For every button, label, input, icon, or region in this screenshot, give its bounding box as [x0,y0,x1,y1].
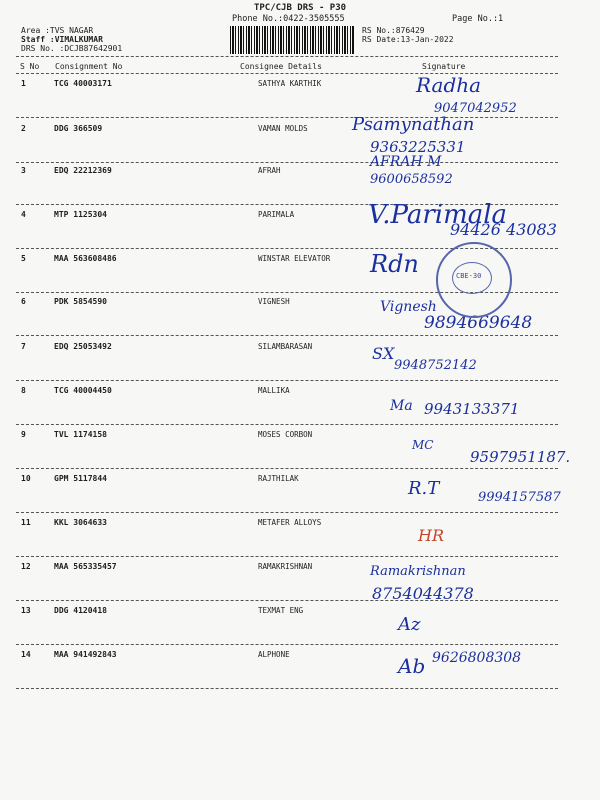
row-consignee-name: PARIMALA [258,210,295,219]
row-consignee-name: SILAMBARASAN [258,342,313,351]
row-consignee-name: RAJTHILAK [258,474,299,483]
row-signature: Az [398,614,421,635]
row-divider [16,644,558,645]
row-consignment-no: MAA 941492843 [54,650,117,659]
row-signature: Rdn [370,250,419,278]
row-consignment-no: DDG 366509 [54,124,103,133]
row-sno: 9 [21,430,26,439]
row-consignee-name: AFRAH [258,166,281,175]
row-signature: Psamynathan [352,114,475,135]
row-signature: R.T [408,478,440,499]
rs-number: RS No.:876429 [362,26,425,35]
row-consignment-no: MTP 1125304 [54,210,107,219]
row-signature: MC [412,438,434,452]
row-sno: 8 [21,386,26,395]
drs-number: DRS No. :DCJB87642901 [21,44,123,53]
row-recipient-phone: 9600658592 [370,172,453,187]
row-sno: 3 [21,166,26,175]
row-consignment-no: KKL 3064633 [54,518,107,527]
header-divider [16,56,558,57]
row-consignment-no: TVL 1174158 [54,430,107,439]
row-consignment-no: EDQ 25053492 [54,342,112,351]
row-sno: 6 [21,297,26,306]
row-signature: V.Parimala [368,200,508,230]
row-divider [16,688,558,689]
row-consignment-no: MAA 563608486 [54,254,117,263]
rs-date: RS Date:13-Jan-2022 [362,35,454,44]
row-signature: AFRAH M [370,154,442,170]
row-consignee-name: MALLIKA [258,386,290,395]
row-divider [16,600,558,601]
row-consignee-name: WINSTAR ELEVATOR [258,254,331,263]
row-sno: 4 [21,210,26,219]
row-sno: 2 [21,124,26,133]
row-recipient-phone: 9943133371 [424,400,520,418]
row-recipient-phone: 94426 43083 [450,220,557,239]
page-number: Page No.:1 [452,14,504,24]
row-sno: 1 [21,79,26,88]
row-signature: Ma [390,398,413,414]
row-signature: SX [372,344,395,363]
row-divider [16,468,558,469]
row-divider [16,424,558,425]
row-consignee-name: SATHYA KARTHIK [258,79,322,88]
col-consignment-header: Consignment No [55,62,123,71]
row-divider [16,335,558,336]
row-sno: 5 [21,254,26,263]
row-consignment-no: TCG 40003171 [54,79,112,88]
row-sno: 12 [21,562,31,571]
row-recipient-phone: 9626808308 [432,650,522,666]
row-recipient-phone: 9894669648 [424,313,533,333]
row-recipient-phone: 9363225331 [370,138,466,156]
row-recipient-phone: 9047042952 [434,101,517,116]
row-sno: 7 [21,342,26,351]
row-sno: 13 [21,606,31,615]
row-signature: Ab [398,654,426,678]
col-consignee-header: Consignee Details [240,62,322,71]
row-consignment-no: EDQ 22212369 [54,166,112,175]
row-recipient-phone: 9994157587 [478,490,561,505]
row-divider [16,556,558,557]
row-signature: Ramakrishnan [370,564,466,579]
row-divider [16,380,558,381]
row-recipient-phone: 9948752142 [394,358,477,373]
barcode [230,26,355,54]
row-sno: 14 [21,650,31,659]
row-signature: HR [418,526,444,545]
row-sno: 11 [21,518,31,527]
row-consignee-name: VIGNESH [258,297,290,306]
row-divider [16,162,558,163]
staff-label: Staff :VIMALKUMAR [21,35,103,44]
row-consignment-no: PDK 5854590 [54,297,107,306]
row-signature: Radha [416,73,482,97]
phone-number: Phone No.:0422-3505555 [232,14,345,24]
row-signature: Vignesh [380,299,437,315]
row-consignment-no: TCG 40004450 [54,386,112,395]
row-consignment-no: MAA 565335457 [54,562,117,571]
company-stamp-code: CBE-30 [456,272,482,280]
row-divider [16,117,558,118]
document-title: TPC/CJB DRS - P30 [253,3,347,13]
row-recipient-phone: 9597951187. [470,448,571,466]
row-divider [16,512,558,513]
row-recipient-phone: 8754044378 [372,584,474,603]
col-signature-header: Signature [422,62,466,71]
col-sno-header: S No [20,62,40,71]
row-consignee-name: ALPHONE [258,650,290,659]
area-label: Area :TVS NAGAR [21,26,94,35]
row-consignee-name: MOSES CORBON [258,430,313,439]
row-consignee-name: RAMAKRISHNAN [258,562,313,571]
row-consignee-name: TEXMAT ENG [258,606,304,615]
row-consignment-no: DDG 4120418 [54,606,107,615]
row-consignee-name: VAMAN MOLDS [258,124,308,133]
row-consignment-no: GPM 5117844 [54,474,107,483]
row-sno: 10 [21,474,31,483]
row-consignee-name: METAFER ALLOYS [258,518,322,527]
